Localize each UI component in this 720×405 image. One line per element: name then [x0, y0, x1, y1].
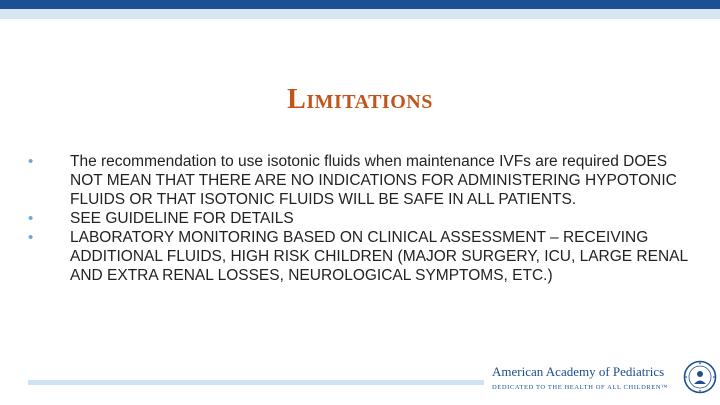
bullet-text: SEE GUIDELINE FOR DETAILS: [70, 210, 294, 227]
slide-title: [0, 84, 720, 116]
bullet-text: The recommendation to use isotonic fluids when maintenance IVFs are required DOES NOT MEAN THAT THERE ARE NO INDICATIONS FOR ADMINISTERING HYPOTONIC FLUIDS OR THAT ISOTONIC FLUIDS WILL BE SAFE IN ALL PATIENTS.: [70, 153, 677, 208]
bullet-icon: •: [28, 153, 34, 170]
bullet-text: LABORATORY MONITORING BASED ON CLINICAL ASSESSMENT – RECEIVING ADDITIONAL FLUIDS, HIGH RISK CHILDREN (MAJOR SURGERY, ICU, LARGE RENAL AND EXTRA RENAL LOSSES, NEUROLOGICAL SYMPTOMS, ETC.): [70, 229, 688, 284]
list-item: [28, 152, 700, 209]
logo-org-name: American Academy of Pediatrics: [492, 364, 665, 379]
seal-icon: [683, 360, 717, 394]
logo-tagline: DEDICATED TO THE HEALTH OF ALL CHILDREN™: [492, 384, 669, 391]
bullet-icon: •: [28, 229, 34, 246]
list-item: [28, 209, 700, 228]
bullet-list: [28, 152, 700, 285]
list-item: [28, 228, 700, 285]
aap-logo: [492, 358, 720, 398]
slide-title-rest: IMITATIONS: [306, 91, 433, 113]
footer-bar: [28, 380, 484, 385]
header-bar: [0, 0, 720, 9]
header-band: [0, 9, 720, 19]
bullet-icon: •: [28, 210, 34, 227]
slide-title-initial: L: [287, 84, 307, 115]
